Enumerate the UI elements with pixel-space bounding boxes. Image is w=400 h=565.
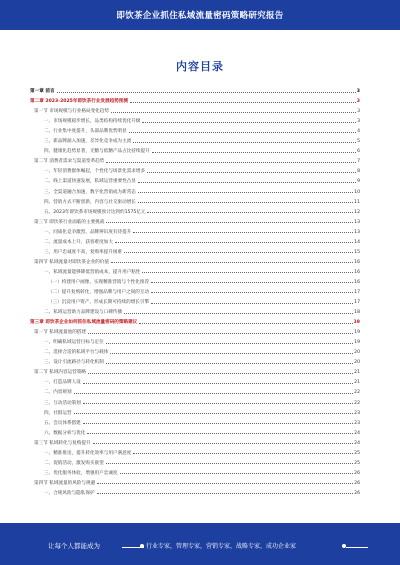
toc-entry-title: 二、选择合适的私域平台与载体 bbox=[44, 350, 109, 356]
toc-entry-title: 二、行业集中度提升，头部品牌优势明显 bbox=[44, 129, 127, 135]
toc-leader-dots bbox=[106, 161, 356, 163]
toc-page-number: 3 bbox=[356, 89, 360, 95]
toc-entry[interactable] bbox=[30, 406, 360, 416]
toc-leader-dots bbox=[147, 171, 356, 173]
toc-entry-title: 三、全渠道融合加速，数字化营销成为新常态 bbox=[44, 189, 136, 195]
toc-leader-dots bbox=[124, 251, 353, 253]
toc-leader-dots bbox=[57, 91, 356, 93]
toc-leader-dots bbox=[133, 452, 353, 454]
toc-page-number: 22 bbox=[354, 390, 360, 396]
toc-entry[interactable] bbox=[30, 305, 360, 315]
toc-entry-title: 二、线上渠道快速发展，私域运营重要性凸显 bbox=[44, 179, 136, 185]
toc-entry[interactable] bbox=[30, 275, 360, 285]
toc-page-number: 18 bbox=[354, 310, 360, 316]
toc-page-number: 3 bbox=[356, 99, 360, 105]
toc-leader-dots bbox=[151, 281, 353, 283]
toc-entry[interactable] bbox=[30, 335, 360, 345]
toc-entry-title: 一、打造品牌人设 bbox=[44, 380, 81, 386]
toc-entry[interactable] bbox=[30, 295, 360, 305]
toc-page-number: 19 bbox=[353, 320, 360, 326]
toc-page-number: 16 bbox=[354, 259, 360, 265]
toc-page-number: 23 bbox=[354, 410, 360, 416]
toc-page-number: 9 bbox=[357, 179, 360, 185]
toc-entry[interactable] bbox=[30, 215, 360, 225]
toc-entry-title: 三、用户忠诚度不高，复购率提升困难 bbox=[44, 249, 123, 255]
toc-leader-dots bbox=[138, 201, 353, 203]
footer-bar bbox=[0, 523, 400, 565]
toc-entry-title: 二、流量成本上升，获客难度加大 bbox=[44, 239, 113, 245]
toc-entry[interactable] bbox=[30, 174, 360, 184]
toc-page-number: 7 bbox=[357, 159, 360, 165]
toc-entry[interactable] bbox=[30, 395, 360, 405]
toc-entry[interactable] bbox=[30, 255, 360, 265]
toc-leader-dots bbox=[138, 181, 356, 183]
toc-leader-dots bbox=[138, 191, 353, 193]
toc-entry-title: 五、会员体系搭建 bbox=[44, 420, 81, 426]
toc-entry-title: 第三节 私域转化与复购提升 bbox=[34, 440, 91, 446]
toc-leader-dots bbox=[106, 221, 353, 223]
toc-page-number: 20 bbox=[354, 360, 360, 366]
toc-entry[interactable] bbox=[30, 225, 360, 235]
toc-page-number: 14 bbox=[354, 239, 360, 245]
toc-page-number: 26 bbox=[354, 490, 360, 496]
toc-page-number: 26 bbox=[354, 480, 360, 486]
toc-leader-dots bbox=[111, 111, 356, 113]
report-title: 即饮茶企业抓住私域流量密码策略研究报告 bbox=[116, 11, 284, 21]
toc-leader-dots bbox=[97, 492, 354, 494]
toc-entry-title: 第四节 私域流量的风险与规避 bbox=[34, 480, 96, 486]
toc-leader-dots bbox=[106, 462, 353, 464]
toc-entry[interactable] bbox=[30, 235, 360, 245]
toc-leader-dots bbox=[124, 312, 353, 314]
toc-page-number: 3 bbox=[357, 119, 360, 125]
toc-page-number: 12 bbox=[354, 209, 360, 215]
toc-leader-dots bbox=[106, 342, 353, 344]
toc-leader-dots bbox=[130, 101, 356, 103]
toc-page-number: 21 bbox=[354, 370, 360, 376]
toc-entry-title: 第二节 私域内容运营策略 bbox=[34, 370, 86, 376]
toc-leader-dots bbox=[147, 211, 353, 213]
toc-entry[interactable] bbox=[30, 114, 360, 124]
toc-leader-dots bbox=[93, 442, 354, 444]
toc-page-number: 6 bbox=[357, 149, 360, 155]
toc-entry[interactable] bbox=[30, 245, 360, 255]
toc-entry[interactable] bbox=[30, 426, 360, 436]
footer-slogan-right: 行业专家，管理专家，营销专家，战略专家，成功企业家 bbox=[146, 543, 297, 550]
toc-entry[interactable] bbox=[30, 345, 360, 355]
toc-leader-dots bbox=[110, 352, 353, 354]
toc-leader-dots bbox=[83, 402, 353, 404]
toc-entry-title: 五、2023年即饮茶市场规模预计达到约1575亿元 bbox=[44, 209, 146, 215]
toc-entry-title: （一）构建用户画像，实现精准营销与个性化推荐 bbox=[48, 279, 150, 285]
toc-page-number: 5 bbox=[357, 139, 360, 145]
toc-leader-dots bbox=[152, 151, 356, 153]
toc-page-number: 10 bbox=[354, 189, 360, 195]
header-bar bbox=[0, 0, 400, 30]
toc-entry-title: 二、内容规划 bbox=[44, 390, 72, 396]
toc-entry-title: 三、新品牌涌入加速，差异化竞争成为主流 bbox=[44, 139, 132, 145]
toc-entry-title: 一、市场规模稳步增长，品类结构持续优化升级 bbox=[44, 119, 141, 125]
toc-entry-title: 二、私域运营助力品牌建设与口碑传播 bbox=[44, 310, 123, 316]
toc-page-number: 23 bbox=[354, 420, 360, 426]
toc-entry-title: 三、互动活动策划 bbox=[44, 400, 81, 406]
toc-page-number: 20 bbox=[354, 350, 360, 356]
toc-leader-dots bbox=[83, 382, 353, 384]
toc-entry[interactable] bbox=[30, 124, 360, 134]
toc-entry[interactable] bbox=[30, 315, 360, 325]
toc-page-number: 13 bbox=[354, 229, 360, 235]
toc-entry[interactable] bbox=[30, 265, 360, 275]
toc-leader-dots bbox=[151, 302, 353, 304]
toc-leader-dots bbox=[111, 261, 353, 263]
toc-entry[interactable] bbox=[30, 466, 360, 476]
toc-entry-title: （三）沉淀用户资产，形成长期可持续的增长引擎 bbox=[48, 300, 150, 306]
toc-entry[interactable] bbox=[30, 365, 360, 375]
toc-entry[interactable] bbox=[30, 436, 360, 446]
toc-entry[interactable] bbox=[30, 134, 360, 144]
toc-entry-title: 一、精准推送，提升转化效率与用户满意度 bbox=[44, 450, 132, 456]
toc-page-number: 17 bbox=[354, 289, 360, 295]
toc-entry[interactable] bbox=[30, 195, 360, 205]
toc-leader-dots bbox=[115, 241, 353, 243]
toc-leader-dots bbox=[142, 121, 356, 123]
toc-entry[interactable] bbox=[30, 84, 360, 94]
toc-entry[interactable] bbox=[30, 325, 360, 335]
footer-divider-right bbox=[346, 547, 368, 548]
toc-entry-title: 第一章 前言 bbox=[30, 89, 55, 95]
toc-entry[interactable] bbox=[30, 385, 360, 395]
toc-entry[interactable] bbox=[30, 184, 360, 194]
toc-entry[interactable] bbox=[30, 416, 360, 426]
toc-page-number: 25 bbox=[354, 460, 360, 466]
toc-leader-dots bbox=[87, 432, 353, 434]
toc-page-number: 11 bbox=[354, 199, 360, 205]
toc-leader-dots bbox=[151, 291, 353, 293]
toc-entry[interactable] bbox=[30, 104, 360, 114]
toc-entry[interactable] bbox=[30, 476, 360, 486]
toc-page-number: 13 bbox=[354, 219, 360, 225]
toc-leader-dots bbox=[88, 372, 353, 374]
toc-entry[interactable] bbox=[30, 285, 360, 295]
toc-entry-title: （二）提升复购转化，增强品牌与用户之间的互动 bbox=[48, 289, 150, 295]
toc-entry[interactable] bbox=[30, 164, 360, 174]
toc-entry-title: 第一节 市场规模与行业格局变化趋势 bbox=[34, 109, 109, 115]
toc-entry[interactable] bbox=[30, 486, 360, 496]
toc-entry-title: 一、明确私域运营目标与定位 bbox=[44, 340, 104, 346]
toc-leader-dots bbox=[97, 482, 353, 484]
toc-entry-title: 一、年轻消费群体崛起，个性化与场景化需求增多 bbox=[44, 169, 146, 175]
toc-page-number: 4 bbox=[357, 129, 360, 135]
toc-leader-dots bbox=[133, 231, 353, 233]
toc-entry[interactable] bbox=[30, 205, 360, 215]
footer-slogan-left: 让每个人都能成为 bbox=[48, 542, 100, 550]
toc-page-number: 24 bbox=[354, 440, 360, 446]
toc-page-number: 25 bbox=[354, 450, 360, 456]
footer-dot-left bbox=[140, 544, 144, 548]
toc-entry-title: 三、设计引流路径与转化机制 bbox=[44, 360, 104, 366]
toc-entry[interactable] bbox=[30, 456, 360, 466]
toc-leader-dots bbox=[83, 422, 353, 424]
toc-entry[interactable] bbox=[30, 355, 360, 365]
toc-entry[interactable] bbox=[30, 144, 360, 154]
toc-entry-title: 四、营销方式不断创新，内容与社交驱动增长 bbox=[44, 199, 136, 205]
toc-entry-title: 第二节 消费者需求与渠道变革趋势 bbox=[34, 159, 105, 165]
toc-leader-dots bbox=[74, 412, 354, 414]
toc-page-number: 19 bbox=[354, 340, 360, 346]
toc-entry-title: 三、优化服务体验，增强用户忠诚度 bbox=[44, 470, 118, 476]
toc-entry-title: 第一节 私域流量池的搭建 bbox=[34, 330, 86, 336]
toc-heading: 内容目录 bbox=[176, 60, 224, 73]
toc-leader-dots bbox=[129, 131, 356, 133]
toc-entry-title: 第二章 2023-2025年即饮茶行业发展趋势预测 bbox=[30, 99, 128, 105]
toc-entry[interactable] bbox=[30, 154, 360, 164]
toc-entry[interactable] bbox=[30, 375, 360, 385]
toc-leader-dots bbox=[142, 271, 353, 273]
toc-page-number: 8 bbox=[357, 169, 360, 175]
toc-page-number: 26 bbox=[354, 470, 360, 476]
toc-entry-title: 第三章 即饮茶企业如何抓住私域流量密码的策略建议 bbox=[30, 320, 138, 326]
toc-entry-title: 一、同质化竞争激烈，品牌辨识度有待提升 bbox=[44, 229, 132, 235]
table-of-contents bbox=[30, 84, 360, 496]
toc-entry-title: 第三节 即饮茶行业面临的主要挑战 bbox=[34, 219, 105, 225]
toc-page-number: 3 bbox=[357, 109, 360, 115]
toc-leader-dots bbox=[139, 322, 352, 324]
toc-entry-title: 六、数据分析与优化 bbox=[44, 430, 86, 436]
toc-entry[interactable] bbox=[30, 446, 360, 456]
toc-page-number: 24 bbox=[354, 430, 360, 436]
toc-page-number: 22 bbox=[354, 400, 360, 406]
toc-entry[interactable] bbox=[30, 94, 360, 104]
toc-page-number: 15 bbox=[354, 249, 360, 255]
toc-page-number: 19 bbox=[354, 330, 360, 336]
toc-leader-dots bbox=[133, 141, 356, 143]
toc-page-number: 17 bbox=[354, 300, 360, 306]
toc-leader-dots bbox=[74, 392, 354, 394]
toc-entry-title: 二、促销活动，激发购买欲望 bbox=[44, 460, 104, 466]
toc-entry-title: 一、合规风险与隐私保护 bbox=[44, 490, 95, 496]
toc-entry-title: 第四节 私域流量对即饮茶企业的价值 bbox=[34, 259, 109, 265]
toc-page-number: 16 bbox=[354, 279, 360, 285]
toc-entry-title: 一、私域流量能够降低营销成本，提升用户粘性 bbox=[44, 269, 141, 275]
toc-page-number: 16 bbox=[354, 269, 360, 275]
toc-leader-dots bbox=[88, 332, 353, 334]
toc-page-number: 21 bbox=[354, 380, 360, 386]
toc-entry-title: 四、社群运营 bbox=[44, 410, 72, 416]
toc-entry-title: 四、健康化趋势显著，无糖与低糖产品占比持续提升 bbox=[44, 149, 150, 155]
toc-leader-dots bbox=[106, 362, 353, 364]
toc-leader-dots bbox=[120, 472, 354, 474]
